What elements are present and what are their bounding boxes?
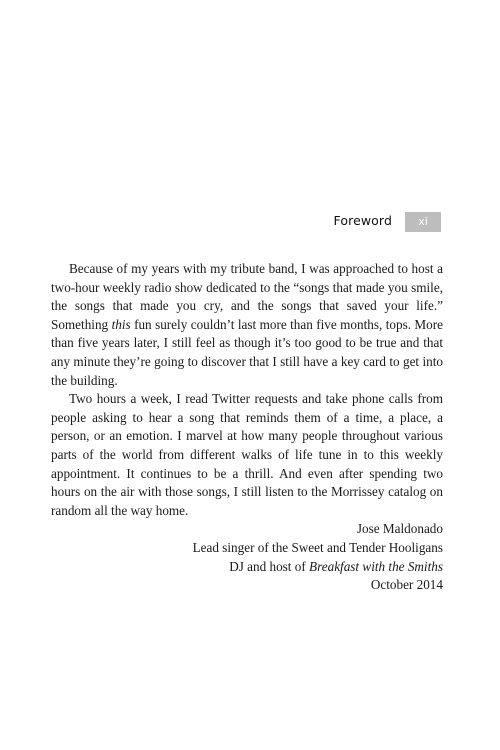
show-title: Breakfast with the Smiths bbox=[309, 558, 443, 574]
paragraph-2: Two hours a week, I read Twitter requests and take phone calls from people asking to hear a song that reminds them of a time, a place, a person, or an emotion. I marvel at how many people throughout various parts of the world from different walks of life tune in to this weekly appointment. It continues to be a thrill. And even after spending two hours on the air with those songs, I still listen to the Morrissey catalog on random all the way home. bbox=[51, 391, 443, 518]
running-header bbox=[0, 212, 500, 232]
author-role-band: Lead singer of the Sweet and Tender Hooligans bbox=[192, 539, 443, 555]
foreword-body bbox=[51, 260, 443, 595]
paragraph-1: Because of my years with my tribute band, I was approached to host a two-hour weekly radio show dedicated to the “songs that made you smile, the songs that made you cry, and the songs that saved your life.” Something this fun surely couldn’t last more than five months, tops. More than five years later, I still feel as though it’s too good to be true and that any minute they’re going to discover that I still have a key card to get into the building. bbox=[51, 261, 443, 388]
section-title: Foreword bbox=[333, 213, 392, 228]
page-number-badge: xi bbox=[405, 212, 441, 232]
author-role-dj: DJ and host of Breakfast with the Smiths bbox=[229, 558, 443, 574]
signature-date: October 2014 bbox=[370, 577, 443, 593]
emphasis-this: this bbox=[111, 316, 131, 332]
signature-block bbox=[51, 520, 443, 594]
author-name: Jose Maldonado bbox=[356, 521, 443, 537]
